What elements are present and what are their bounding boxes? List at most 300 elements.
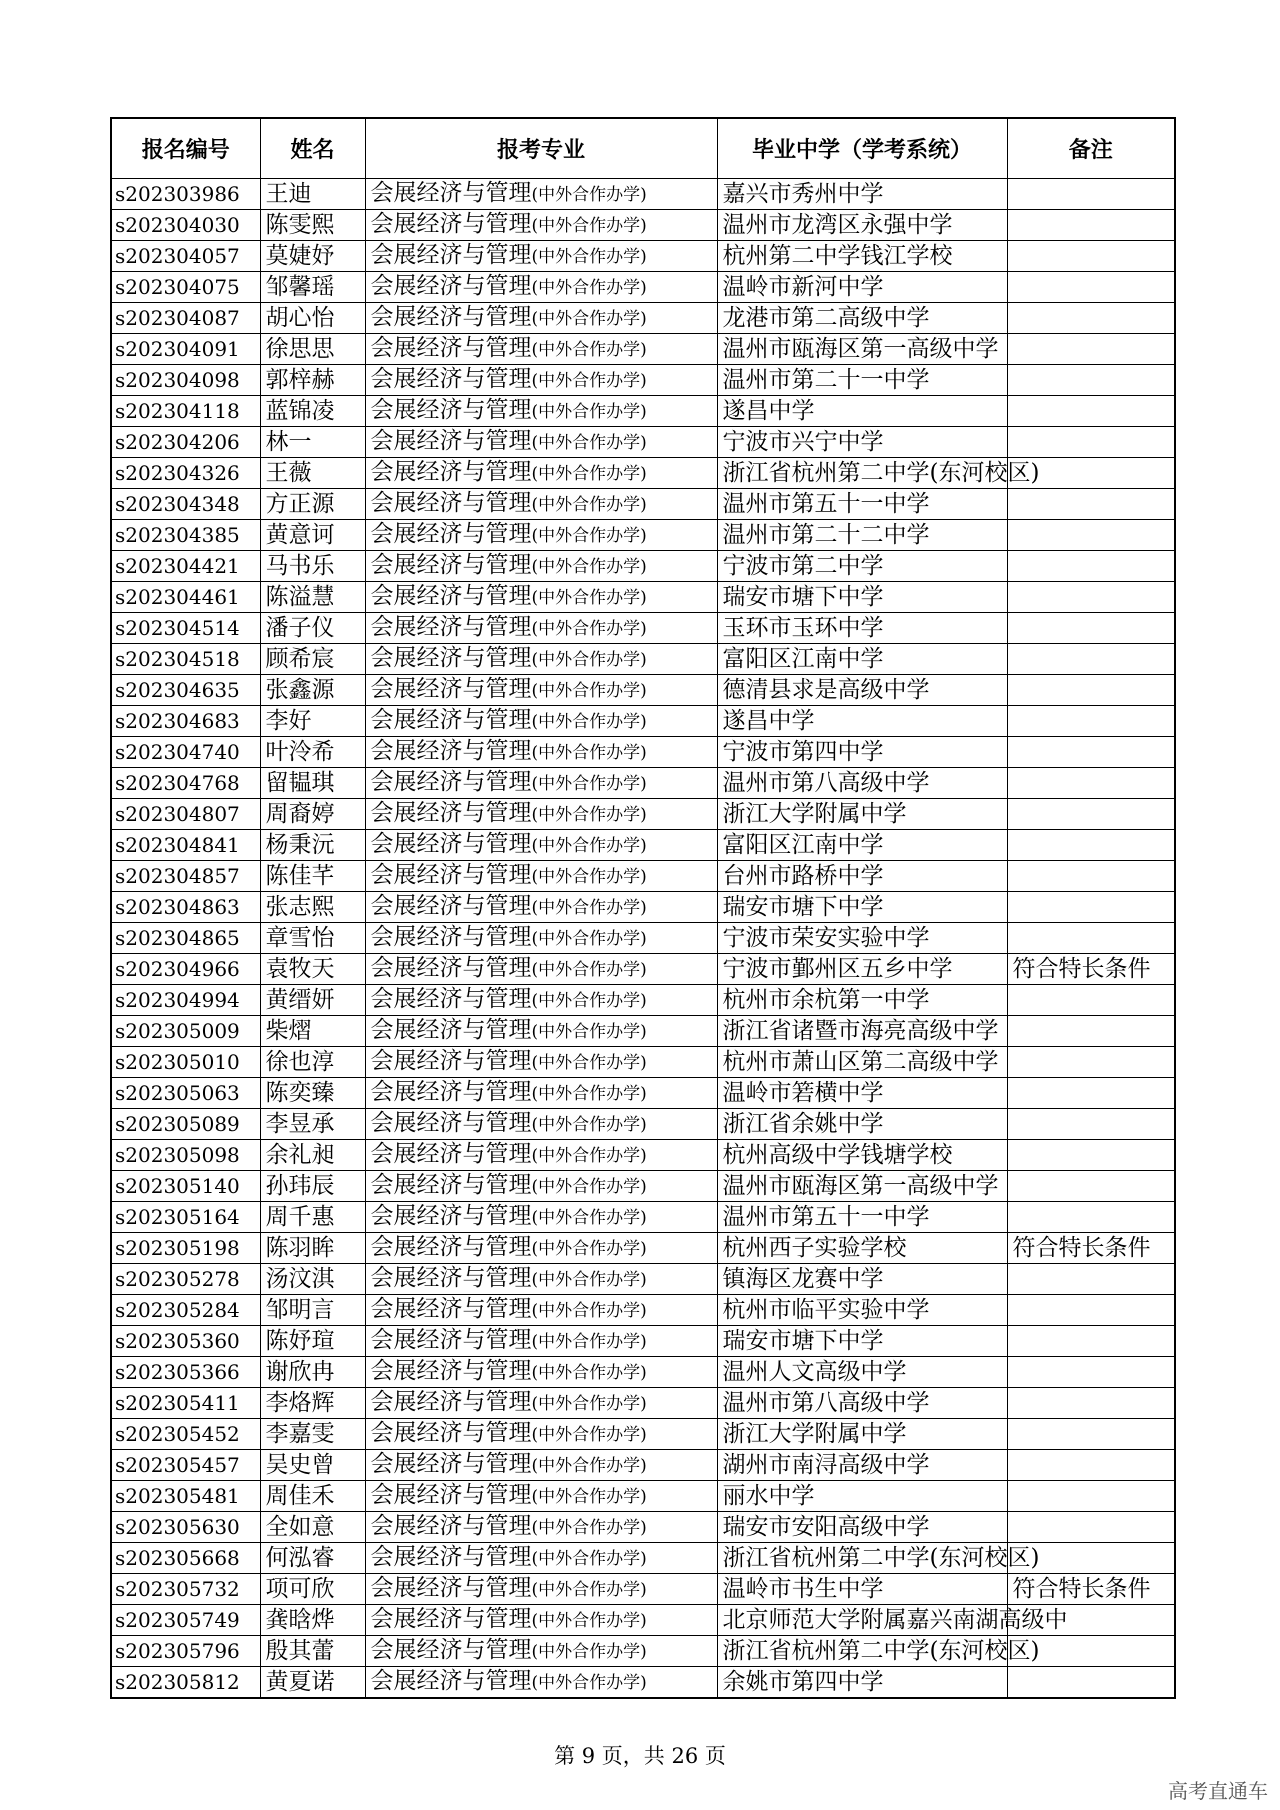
cell-major: [365, 1543, 717, 1574]
major-name: 会展经济与管理: [370, 242, 532, 268]
cell-school: 宁波市兴宁中学: [717, 427, 1007, 458]
cell-remark: [1007, 1357, 1175, 1388]
cell-name: 陈雯熙: [260, 210, 365, 241]
cell-school: 玉环市玉环中学: [717, 613, 1007, 644]
major-name: 会展经济与管理: [370, 614, 532, 640]
major-name: 会展经济与管理: [370, 1513, 532, 1539]
table-row: [111, 954, 1175, 985]
major-note: (中外合作办学): [531, 774, 647, 794]
table-header-row: [111, 118, 1175, 179]
cell-major: [365, 1202, 717, 1233]
table-body: [111, 179, 1175, 1699]
table-row: [111, 179, 1175, 210]
cell-major: [365, 1140, 717, 1171]
cell-remark: [1007, 923, 1175, 954]
major-name: 会展经济与管理: [370, 1265, 532, 1291]
table-row: [111, 1450, 1175, 1481]
header-school: 毕业中学（学考系统）: [717, 118, 1007, 179]
major-note: (中外合作办学): [531, 557, 647, 577]
cell-major: [365, 954, 717, 985]
table-row: [111, 1667, 1175, 1699]
major-note: (中外合作办学): [531, 1425, 647, 1445]
table-row: [111, 1295, 1175, 1326]
cell-major: [365, 1512, 717, 1543]
cell-remark: [1007, 644, 1175, 675]
major-note: (中外合作办学): [531, 185, 647, 205]
major-name: 会展经济与管理: [370, 1668, 532, 1694]
cell-name: 马书乐: [260, 551, 365, 582]
cell-major: [365, 675, 717, 706]
cell-name: 陈奕臻: [260, 1078, 365, 1109]
table-row: [111, 1512, 1175, 1543]
cell-major: [365, 365, 717, 396]
cell-id: s202304091: [111, 334, 260, 365]
table-row: [111, 1202, 1175, 1233]
major-name: 会展经济与管理: [370, 769, 532, 795]
table-row: [111, 861, 1175, 892]
cell-remark: [1007, 551, 1175, 582]
cell-major: [365, 1109, 717, 1140]
major-note: (中外合作办学): [531, 836, 647, 856]
cell-remark: [1007, 520, 1175, 551]
major-note: (中外合作办学): [531, 1146, 647, 1166]
major-note: (中外合作办学): [531, 898, 647, 918]
cell-remark: [1007, 1171, 1175, 1202]
cell-major: [365, 1667, 717, 1699]
major-name: 会展经济与管理: [370, 645, 532, 671]
table-row: [111, 1574, 1175, 1605]
cell-name: 王薇: [260, 458, 365, 489]
cell-name: 徐思思: [260, 334, 365, 365]
major-name: 会展经济与管理: [370, 1141, 532, 1167]
major-note: (中外合作办学): [531, 1611, 647, 1631]
cell-remark: [1007, 675, 1175, 706]
cell-school: 温州市第五十一中学: [717, 489, 1007, 520]
cell-major: [365, 768, 717, 799]
cell-remark: [1007, 427, 1175, 458]
cell-id: s202305457: [111, 1450, 260, 1481]
cell-id: s202305284: [111, 1295, 260, 1326]
cell-school: 杭州市临平实验中学: [717, 1295, 1007, 1326]
major-note: (中外合作办学): [531, 495, 647, 515]
cell-id: s202304206: [111, 427, 260, 458]
table-row: [111, 365, 1175, 396]
cell-id: s202305140: [111, 1171, 260, 1202]
table-row: [111, 1357, 1175, 1388]
cell-major: [365, 1481, 717, 1512]
cell-school: 镇海区龙赛中学: [717, 1264, 1007, 1295]
table-row: [111, 706, 1175, 737]
major-note: (中外合作办学): [531, 278, 647, 298]
cell-id: s202304057: [111, 241, 260, 272]
table-row: [111, 830, 1175, 861]
major-note: (中外合作办学): [531, 1487, 647, 1507]
cell-major: [365, 1605, 717, 1636]
cell-name: 黄夏诺: [260, 1667, 365, 1699]
major-name: 会展经济与管理: [370, 335, 532, 361]
cell-major: [365, 458, 717, 489]
cell-school: 温州市瓯海区第一高级中学: [717, 1171, 1007, 1202]
cell-name: 陈羽眸: [260, 1233, 365, 1264]
cell-major: [365, 1295, 717, 1326]
cell-major: [365, 892, 717, 923]
cell-id: s202304841: [111, 830, 260, 861]
cell-major: [365, 737, 717, 768]
cell-id: s202304461: [111, 582, 260, 613]
cell-major: [365, 861, 717, 892]
major-note: (中外合作办学): [531, 650, 647, 670]
cell-id: s202304075: [111, 272, 260, 303]
cell-major: [365, 241, 717, 272]
cell-name: 项可欣: [260, 1574, 365, 1605]
cell-school: 遂昌中学: [717, 706, 1007, 737]
cell-school: 丽水中学: [717, 1481, 1007, 1512]
major-name: 会展经济与管理: [370, 583, 532, 609]
cell-remark: [1007, 1326, 1175, 1357]
cell-school: 台州市路桥中学: [717, 861, 1007, 892]
cell-major: [365, 1357, 717, 1388]
cell-remark: [1007, 1295, 1175, 1326]
table-row: [111, 675, 1175, 706]
cell-name: 杨秉沅: [260, 830, 365, 861]
cell-school: 瑞安市塘下中学: [717, 1326, 1007, 1357]
table-row: [111, 1171, 1175, 1202]
cell-name: 胡心怡: [260, 303, 365, 334]
cell-id: s202304807: [111, 799, 260, 830]
major-name: 会展经济与管理: [370, 924, 532, 950]
table-row: [111, 1419, 1175, 1450]
table-row: [111, 892, 1175, 923]
major-note: (中外合作办学): [531, 309, 647, 329]
cell-school: 浙江省余姚中学: [717, 1109, 1007, 1140]
major-note: (中外合作办学): [531, 1270, 647, 1290]
major-note: (中外合作办学): [531, 1301, 647, 1321]
cell-remark: [1007, 210, 1175, 241]
cell-major: [365, 582, 717, 613]
cell-id: s202305360: [111, 1326, 260, 1357]
cell-id: s202305198: [111, 1233, 260, 1264]
cell-school: 遂昌中学: [717, 396, 1007, 427]
cell-remark: [1007, 365, 1175, 396]
major-name: 会展经济与管理: [370, 1606, 532, 1632]
cell-name: 叶泠希: [260, 737, 365, 768]
cell-school: 宁波市第四中学: [717, 737, 1007, 768]
cell-remark: [1007, 303, 1175, 334]
cell-major: [365, 520, 717, 551]
cell-id: s202304683: [111, 706, 260, 737]
cell-name: 林一: [260, 427, 365, 458]
cell-remark: [1007, 1109, 1175, 1140]
cell-id: s202305063: [111, 1078, 260, 1109]
cell-name: 周千惠: [260, 1202, 365, 1233]
major-name: 会展经济与管理: [370, 304, 532, 330]
cell-name: 李好: [260, 706, 365, 737]
cell-remark: [1007, 1078, 1175, 1109]
header-name: 姓名: [260, 118, 365, 179]
major-name: 会展经济与管理: [370, 490, 532, 516]
cell-id: s202305749: [111, 1605, 260, 1636]
major-name: 会展经济与管理: [370, 738, 532, 764]
cell-remark: [1007, 489, 1175, 520]
cell-remark: [1007, 706, 1175, 737]
cell-remark: [1007, 1450, 1175, 1481]
table-row: [111, 396, 1175, 427]
major-note: (中外合作办学): [531, 433, 647, 453]
cell-id: s202304348: [111, 489, 260, 520]
major-name: 会展经济与管理: [370, 273, 532, 299]
cell-remark: [1007, 985, 1175, 1016]
cell-name: 郭梓赫: [260, 365, 365, 396]
cell-remark: [1007, 334, 1175, 365]
cell-id: s202304768: [111, 768, 260, 799]
cell-major: [365, 613, 717, 644]
major-note: (中外合作办学): [531, 929, 647, 949]
cell-name: 徐也淳: [260, 1047, 365, 1078]
major-note: (中外合作办学): [531, 1580, 647, 1600]
cell-id: s202305164: [111, 1202, 260, 1233]
cell-id: s202305089: [111, 1109, 260, 1140]
cell-name: 李烙辉: [260, 1388, 365, 1419]
cell-id: s202305366: [111, 1357, 260, 1388]
cell-name: 邹馨瑶: [260, 272, 365, 303]
cell-major: [365, 1326, 717, 1357]
major-note: (中外合作办学): [531, 1208, 647, 1228]
major-name: 会展经济与管理: [370, 1048, 532, 1074]
table-row: [111, 1016, 1175, 1047]
major-note: (中外合作办学): [531, 1642, 647, 1662]
major-name: 会展经济与管理: [370, 1575, 532, 1601]
major-note: (中外合作办学): [531, 991, 647, 1011]
major-name: 会展经济与管理: [370, 1234, 532, 1260]
cell-school: 余姚市第四中学: [717, 1667, 1007, 1699]
cell-remark: 符合特长条件: [1007, 1233, 1175, 1264]
header-id: 报名编号: [111, 118, 260, 179]
cell-school: 浙江省杭州第二中学(东河校区): [717, 458, 1007, 489]
table-row: [111, 1233, 1175, 1264]
table-row: [111, 923, 1175, 954]
major-name: 会展经济与管理: [370, 180, 532, 206]
cell-name: 黄意诃: [260, 520, 365, 551]
cell-school: 温州市第五十一中学: [717, 1202, 1007, 1233]
cell-name: 全如意: [260, 1512, 365, 1543]
cell-school: 杭州高级中学钱塘学校: [717, 1140, 1007, 1171]
cell-name: 陈妤瑄: [260, 1326, 365, 1357]
major-name: 会展经济与管理: [370, 893, 532, 919]
cell-id: s202304857: [111, 861, 260, 892]
major-note: (中外合作办学): [531, 805, 647, 825]
major-name: 会展经济与管理: [370, 1420, 532, 1446]
cell-major: [365, 1171, 717, 1202]
table-row: [111, 427, 1175, 458]
major-name: 会展经济与管理: [370, 831, 532, 857]
table-row: [111, 768, 1175, 799]
table-row: [111, 644, 1175, 675]
table-row: [111, 613, 1175, 644]
cell-name: 王迪: [260, 179, 365, 210]
cell-school: 温州人文高级中学: [717, 1357, 1007, 1388]
major-name: 会展经济与管理: [370, 521, 532, 547]
cell-major: [365, 303, 717, 334]
cell-major: [365, 1636, 717, 1667]
cell-school: 温州市第二十二中学: [717, 520, 1007, 551]
cell-remark: [1007, 799, 1175, 830]
cell-major: [365, 334, 717, 365]
cell-id: s202304740: [111, 737, 260, 768]
cell-id: s202304514: [111, 613, 260, 644]
table-row: [111, 1078, 1175, 1109]
cell-remark: [1007, 1264, 1175, 1295]
cell-school: 温州市第八高级中学: [717, 768, 1007, 799]
cell-name: 方正源: [260, 489, 365, 520]
major-name: 会展经济与管理: [370, 1172, 532, 1198]
cell-id: s202304635: [111, 675, 260, 706]
cell-remark: [1007, 861, 1175, 892]
major-note: (中外合作办学): [531, 1363, 647, 1383]
major-name: 会展经济与管理: [370, 1637, 532, 1663]
table-row: [111, 272, 1175, 303]
cell-remark: [1007, 1667, 1175, 1699]
cell-id: s202304421: [111, 551, 260, 582]
cell-school: 瑞安市安阳高级中学: [717, 1512, 1007, 1543]
cell-remark: [1007, 830, 1175, 861]
major-note: (中外合作办学): [531, 526, 647, 546]
cell-name: 蓝锦凌: [260, 396, 365, 427]
cell-major: [365, 396, 717, 427]
major-name: 会展经济与管理: [370, 366, 532, 392]
major-name: 会展经济与管理: [370, 1358, 532, 1384]
major-note: (中外合作办学): [531, 1518, 647, 1538]
cell-id: s202304098: [111, 365, 260, 396]
table-row: [111, 1140, 1175, 1171]
cell-remark: [1007, 768, 1175, 799]
major-name: 会展经济与管理: [370, 1017, 532, 1043]
cell-id: s202305796: [111, 1636, 260, 1667]
cell-name: 谢欣冉: [260, 1357, 365, 1388]
cell-major: [365, 1450, 717, 1481]
major-name: 会展经济与管理: [370, 800, 532, 826]
major-name: 会展经济与管理: [370, 1296, 532, 1322]
cell-school: 杭州市余杭第一中学: [717, 985, 1007, 1016]
cell-id: s202305732: [111, 1574, 260, 1605]
cell-id: s202305278: [111, 1264, 260, 1295]
cell-id: s202304994: [111, 985, 260, 1016]
cell-major: [365, 179, 717, 210]
table-row: [111, 334, 1175, 365]
cell-school: 温州市第二十一中学: [717, 365, 1007, 396]
table-row: [111, 551, 1175, 582]
cell-remark: 符合特长条件: [1007, 954, 1175, 985]
cell-school: 浙江省诸暨市海亮高级中学: [717, 1016, 1007, 1047]
cell-major: [365, 551, 717, 582]
major-name: 会展经济与管理: [370, 1079, 532, 1105]
cell-id: s202305812: [111, 1667, 260, 1699]
table-row: [111, 799, 1175, 830]
cell-id: s202303986: [111, 179, 260, 210]
cell-school: 温岭市书生中学: [717, 1574, 1007, 1605]
cell-major: [365, 1016, 717, 1047]
table-row: [111, 1605, 1175, 1636]
cell-remark: [1007, 1202, 1175, 1233]
cell-remark: [1007, 1047, 1175, 1078]
cell-id: s202305010: [111, 1047, 260, 1078]
cell-id: s202304385: [111, 520, 260, 551]
table-row: [111, 985, 1175, 1016]
cell-major: [365, 427, 717, 458]
cell-id: s202305481: [111, 1481, 260, 1512]
table-row: [111, 1481, 1175, 1512]
cell-remark: [1007, 613, 1175, 644]
major-name: 会展经济与管理: [370, 707, 532, 733]
cell-school: 宁波市第二中学: [717, 551, 1007, 582]
major-note: (中外合作办学): [531, 867, 647, 887]
table-row: [111, 303, 1175, 334]
cell-school: 北京师范大学附属嘉兴南湖高级中: [717, 1605, 1007, 1636]
cell-school: 富阳区江南中学: [717, 830, 1007, 861]
table-row: [111, 1326, 1175, 1357]
cell-id: s202305009: [111, 1016, 260, 1047]
header-major: 报考专业: [365, 118, 717, 179]
table-row: [111, 241, 1175, 272]
cell-name: 莫婕妤: [260, 241, 365, 272]
major-note: (中外合作办学): [531, 402, 647, 422]
cell-major: [365, 706, 717, 737]
watermark: 高考直通车: [1168, 1779, 1268, 1803]
cell-major: [365, 1047, 717, 1078]
cell-school: 浙江省杭州第二中学(东河校区): [717, 1543, 1007, 1574]
cell-major: [365, 1264, 717, 1295]
admission-table: [110, 117, 1176, 1699]
cell-school: 温岭市箬横中学: [717, 1078, 1007, 1109]
major-note: (中外合作办学): [531, 1084, 647, 1104]
major-note: (中外合作办学): [531, 1456, 647, 1476]
cell-school: 杭州第二中学钱江学校: [717, 241, 1007, 272]
cell-name: 陈佳芊: [260, 861, 365, 892]
major-note: (中外合作办学): [531, 1177, 647, 1197]
cell-name: 孙玮辰: [260, 1171, 365, 1202]
major-note: (中外合作办学): [531, 1394, 647, 1414]
cell-remark: [1007, 272, 1175, 303]
major-note: (中外合作办学): [531, 619, 647, 639]
major-note: (中外合作办学): [531, 464, 647, 484]
cell-school: 杭州西子实验学校: [717, 1233, 1007, 1264]
cell-school: 温州市第八高级中学: [717, 1388, 1007, 1419]
cell-id: s202305452: [111, 1419, 260, 1450]
cell-name: 汤汶淇: [260, 1264, 365, 1295]
major-note: (中外合作办学): [531, 1022, 647, 1042]
major-name: 会展经济与管理: [370, 676, 532, 702]
cell-name: 龚晗烨: [260, 1605, 365, 1636]
major-name: 会展经济与管理: [370, 986, 532, 1012]
major-name: 会展经济与管理: [370, 1482, 532, 1508]
cell-name: 袁牧天: [260, 954, 365, 985]
cell-major: [365, 1419, 717, 1450]
cell-id: s202304966: [111, 954, 260, 985]
cell-school: 瑞安市塘下中学: [717, 582, 1007, 613]
major-name: 会展经济与管理: [370, 1451, 532, 1477]
cell-school: 宁波市鄞州区五乡中学: [717, 954, 1007, 985]
cell-name: 柴熠: [260, 1016, 365, 1047]
cell-major: [365, 644, 717, 675]
major-note: (中外合作办学): [531, 247, 647, 267]
cell-remark: [1007, 1512, 1175, 1543]
table-row: [111, 737, 1175, 768]
cell-name: 周裔婷: [260, 799, 365, 830]
cell-school: 温岭市新河中学: [717, 272, 1007, 303]
cell-id: s202304118: [111, 396, 260, 427]
cell-remark: [1007, 396, 1175, 427]
cell-name: 邹明言: [260, 1295, 365, 1326]
cell-id: s202304863: [111, 892, 260, 923]
